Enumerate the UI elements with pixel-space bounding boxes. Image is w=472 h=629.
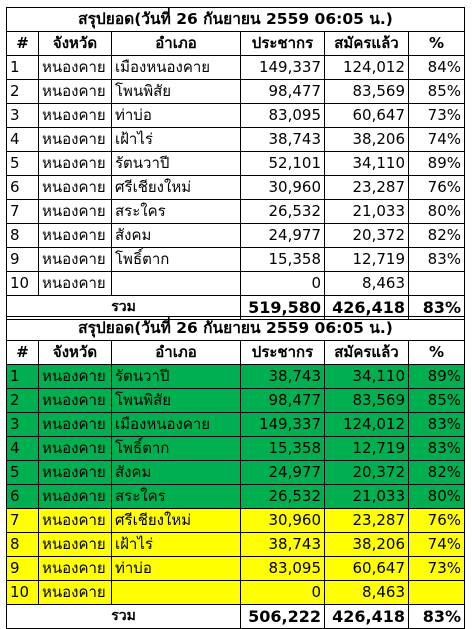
header-row	[7, 341, 465, 365]
population-cell: 98,477	[241, 80, 325, 104]
row-number: 2	[7, 389, 39, 413]
district-cell: เมืองหนองคาย	[112, 56, 241, 80]
total-percent: 83%	[409, 605, 465, 629]
district-cell: โพนพิสัย	[112, 80, 241, 104]
province-cell: หนองคาย	[39, 413, 112, 437]
registered-cell: 38,206	[325, 533, 409, 557]
registered-cell: 83,569	[325, 80, 409, 104]
registered-cell: 23,287	[325, 176, 409, 200]
district-cell	[112, 581, 241, 605]
province-cell: หนองคาย	[39, 80, 112, 104]
row-number: 2	[7, 80, 39, 104]
title-row	[7, 8, 465, 32]
table-row	[7, 389, 465, 413]
column-header: จังหวัด	[39, 32, 112, 56]
district-cell: เมืองหนองคาย	[112, 413, 241, 437]
district-cell: เฝ้าไร่	[112, 533, 241, 557]
column-header: ประชากร	[241, 32, 325, 56]
population-cell: 26,532	[241, 200, 325, 224]
summary-table-2	[6, 316, 465, 629]
province-cell: หนองคาย	[39, 128, 112, 152]
population-cell: 98,477	[241, 389, 325, 413]
row-number: 5	[7, 152, 39, 176]
table-row	[7, 152, 465, 176]
table-title: สรุปยอด(วันที่ 26 กันยายน 2559 06:05 น.)	[7, 8, 465, 32]
registered-cell: 12,719	[325, 248, 409, 272]
row-number: 7	[7, 200, 39, 224]
registered-cell: 12,719	[325, 437, 409, 461]
population-cell: 38,743	[241, 533, 325, 557]
province-cell: หนองคาย	[39, 485, 112, 509]
total-registered: 426,418	[325, 605, 409, 629]
row-number: 6	[7, 176, 39, 200]
registered-cell: 20,372	[325, 224, 409, 248]
column-header: จังหวัด	[39, 341, 112, 365]
registered-cell: 124,012	[325, 56, 409, 80]
district-cell: สระใคร	[112, 485, 241, 509]
registered-cell: 23,287	[325, 509, 409, 533]
population-cell: 0	[241, 581, 325, 605]
row-number: 9	[7, 557, 39, 581]
percent-cell	[409, 272, 465, 296]
registered-cell: 20,372	[325, 461, 409, 485]
population-cell: 15,358	[241, 248, 325, 272]
percent-cell: 84%	[409, 56, 465, 80]
table-row	[7, 56, 465, 80]
district-cell: โพธิ์ตาก	[112, 248, 241, 272]
province-cell: หนองคาย	[39, 104, 112, 128]
population-cell: 30,960	[241, 509, 325, 533]
row-number: 8	[7, 224, 39, 248]
district-cell	[112, 272, 241, 296]
column-header: #	[7, 341, 39, 365]
row-number: 8	[7, 533, 39, 557]
registered-cell: 8,463	[325, 272, 409, 296]
registered-cell: 60,647	[325, 557, 409, 581]
table-row	[7, 365, 465, 389]
table-title: สรุปยอด(วันที่ 26 กันยายน 2559 06:05 น.)	[7, 317, 465, 341]
province-cell: หนองคาย	[39, 152, 112, 176]
row-number: 1	[7, 56, 39, 80]
total-label: รวม	[7, 296, 241, 320]
registered-cell: 83,569	[325, 389, 409, 413]
percent-cell	[409, 581, 465, 605]
table-row	[7, 128, 465, 152]
row-number: 7	[7, 509, 39, 533]
table-row	[7, 248, 465, 272]
province-cell: หนองคาย	[39, 557, 112, 581]
row-number: 9	[7, 248, 39, 272]
percent-cell: 83%	[409, 413, 465, 437]
table-row	[7, 581, 465, 605]
percent-cell: 89%	[409, 365, 465, 389]
table-row	[7, 413, 465, 437]
registered-cell: 8,463	[325, 581, 409, 605]
registered-cell: 34,110	[325, 365, 409, 389]
percent-cell: 82%	[409, 224, 465, 248]
summary-table-1	[6, 7, 465, 320]
population-cell: 149,337	[241, 56, 325, 80]
population-cell: 52,101	[241, 152, 325, 176]
total-registered: 426,418	[325, 296, 409, 320]
table-row	[7, 80, 465, 104]
province-cell: หนองคาย	[39, 533, 112, 557]
population-cell: 83,095	[241, 557, 325, 581]
province-cell: หนองคาย	[39, 224, 112, 248]
population-cell: 24,977	[241, 461, 325, 485]
district-cell: รัตนวาปี	[112, 365, 241, 389]
province-cell: หนองคาย	[39, 509, 112, 533]
table-row	[7, 533, 465, 557]
province-cell: หนองคาย	[39, 389, 112, 413]
table-row	[7, 272, 465, 296]
population-cell: 15,358	[241, 437, 325, 461]
registered-cell: 38,206	[325, 128, 409, 152]
registered-cell: 34,110	[325, 152, 409, 176]
registered-cell: 21,033	[325, 485, 409, 509]
district-cell: สังคม	[112, 224, 241, 248]
population-cell: 0	[241, 272, 325, 296]
row-number: 4	[7, 437, 39, 461]
table-row	[7, 200, 465, 224]
column-header: #	[7, 32, 39, 56]
province-cell: หนองคาย	[39, 461, 112, 485]
row-number: 1	[7, 365, 39, 389]
column-header: ประชากร	[241, 341, 325, 365]
percent-cell: 80%	[409, 485, 465, 509]
population-cell: 24,977	[241, 224, 325, 248]
percent-cell: 73%	[409, 104, 465, 128]
row-number: 4	[7, 128, 39, 152]
district-cell: ศรีเชียงใหม่	[112, 509, 241, 533]
table-row	[7, 176, 465, 200]
percent-cell: 83%	[409, 248, 465, 272]
population-cell: 38,743	[241, 365, 325, 389]
registered-cell: 21,033	[325, 200, 409, 224]
province-cell: หนองคาย	[39, 272, 112, 296]
district-cell: สระใคร	[112, 200, 241, 224]
district-cell: ท่าบ่อ	[112, 104, 241, 128]
province-cell: หนองคาย	[39, 176, 112, 200]
row-number: 3	[7, 413, 39, 437]
population-cell: 149,337	[241, 413, 325, 437]
district-cell: เฝ้าไร่	[112, 128, 241, 152]
table-row	[7, 224, 465, 248]
column-header: %	[409, 32, 465, 56]
column-header: สมัครแล้ว	[325, 32, 409, 56]
percent-cell: 89%	[409, 152, 465, 176]
province-cell: หนองคาย	[39, 437, 112, 461]
district-cell: รัตนวาปี	[112, 152, 241, 176]
percent-cell: 73%	[409, 557, 465, 581]
province-cell: หนองคาย	[39, 365, 112, 389]
registered-cell: 60,647	[325, 104, 409, 128]
total-label: รวม	[7, 605, 241, 629]
percent-cell: 74%	[409, 128, 465, 152]
total-row	[7, 605, 465, 629]
population-cell: 26,532	[241, 485, 325, 509]
table-row	[7, 509, 465, 533]
province-cell: หนองคาย	[39, 248, 112, 272]
percent-cell: 80%	[409, 200, 465, 224]
column-header: อำเภอ	[112, 341, 241, 365]
column-header: %	[409, 341, 465, 365]
district-cell: ท่าบ่อ	[112, 557, 241, 581]
total-population: 519,580	[241, 296, 325, 320]
province-cell: หนองคาย	[39, 56, 112, 80]
table-row	[7, 485, 465, 509]
table-row	[7, 104, 465, 128]
row-number: 5	[7, 461, 39, 485]
district-cell: โพธิ์ตาก	[112, 437, 241, 461]
district-cell: ศรีเชียงใหม่	[112, 176, 241, 200]
row-number: 6	[7, 485, 39, 509]
population-cell: 38,743	[241, 128, 325, 152]
title-row	[7, 317, 465, 341]
column-header: สมัครแล้ว	[325, 341, 409, 365]
province-cell: หนองคาย	[39, 200, 112, 224]
row-number: 10	[7, 272, 39, 296]
percent-cell: 85%	[409, 80, 465, 104]
registered-cell: 124,012	[325, 413, 409, 437]
population-cell: 30,960	[241, 176, 325, 200]
percent-cell: 76%	[409, 509, 465, 533]
total-population: 506,222	[241, 605, 325, 629]
table-row	[7, 557, 465, 581]
table-row	[7, 461, 465, 485]
percent-cell: 76%	[409, 176, 465, 200]
row-number: 10	[7, 581, 39, 605]
percent-cell: 82%	[409, 461, 465, 485]
column-header: อำเภอ	[112, 32, 241, 56]
header-row	[7, 32, 465, 56]
total-percent: 83%	[409, 296, 465, 320]
percent-cell: 74%	[409, 533, 465, 557]
table-row	[7, 437, 465, 461]
district-cell: โพนพิสัย	[112, 389, 241, 413]
percent-cell: 85%	[409, 389, 465, 413]
province-cell: หนองคาย	[39, 581, 112, 605]
district-cell: สังคม	[112, 461, 241, 485]
percent-cell: 83%	[409, 437, 465, 461]
population-cell: 83,095	[241, 104, 325, 128]
row-number: 3	[7, 104, 39, 128]
